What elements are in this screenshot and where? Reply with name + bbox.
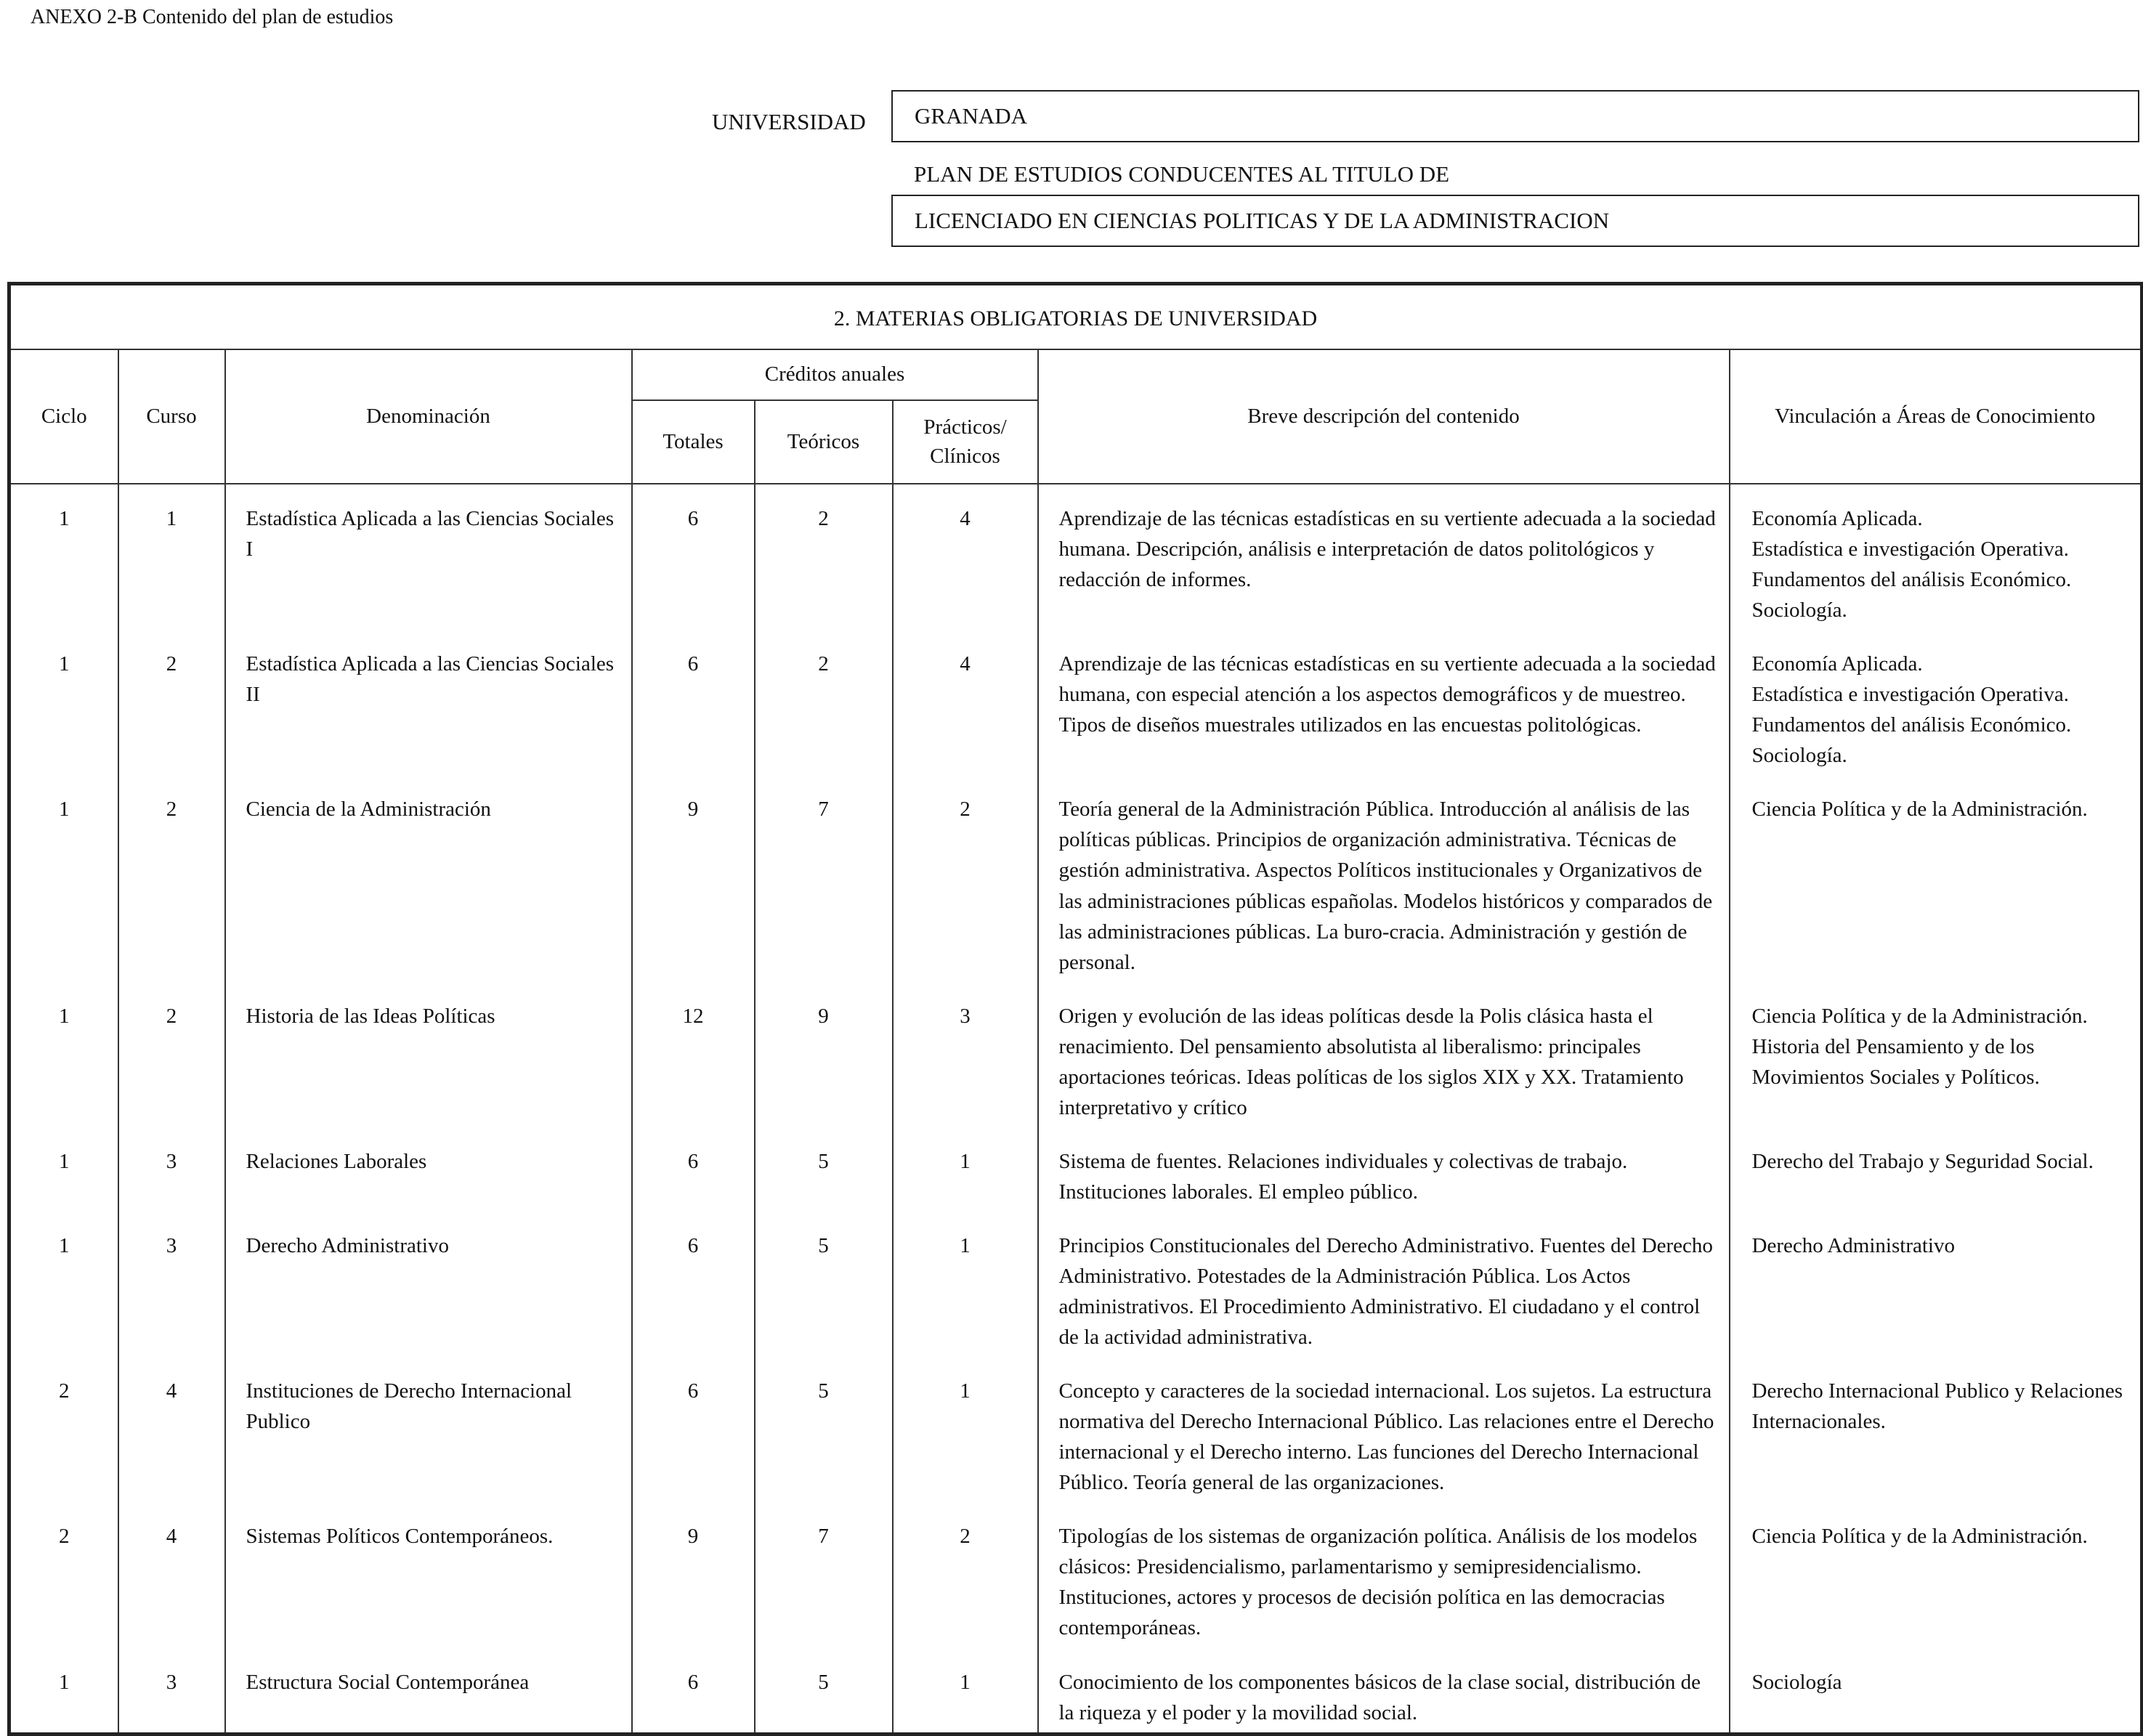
cell-ciclo: 2 (9, 1502, 118, 1647)
cell-ciclo: 1 (9, 1648, 118, 1735)
cell-descripcion: Conocimiento de los componentes básicos de la clase social, distribución de la riqueza y el poder y la movilidad social. (1038, 1648, 1730, 1735)
col-ciclo-header: Ciclo (9, 349, 118, 484)
cell-teoricos: 5 (755, 1127, 893, 1212)
table-row (9, 630, 2142, 775)
cell-denominacion: Ciencia de la Administración (225, 775, 632, 981)
cell-denominacion: Historia de las Ideas Políticas (225, 982, 632, 1127)
university-value: GRANADA (915, 103, 1027, 129)
cell-teoricos: 5 (755, 1357, 893, 1502)
cell-denominacion: Relaciones Laborales (225, 1127, 632, 1212)
cell-vinculacion: Derecho Internacional Publico y Relaciones Internacionales. (1730, 1357, 2142, 1502)
cell-curso: 3 (118, 1648, 225, 1735)
cell-descripcion: Concepto y caracteres de la sociedad internacional. Los sujetos. La estructura normativa del Derecho Internacional Público. Las relaciones entre el Derecho internacional y el Derecho interno. Las funciones del Derecho Internacional Público. Teoría general de las organizaciones. (1038, 1357, 1730, 1502)
cell-ciclo: 2 (9, 1357, 118, 1502)
plan-label: PLAN DE ESTUDIOS CONDUCENTES AL TITULO DE (914, 161, 1450, 187)
cell-teoricos: 5 (755, 1648, 893, 1735)
cell-practicos: 1 (893, 1127, 1038, 1212)
cell-practicos: 1 (893, 1357, 1038, 1502)
cell-practicos: 1 (893, 1648, 1038, 1735)
col-denominacion-header: Denominación (225, 349, 632, 484)
cell-ciclo: 1 (9, 982, 118, 1127)
col-curso-header: Curso (118, 349, 225, 484)
cell-teoricos: 7 (755, 775, 893, 981)
cell-totales: 6 (632, 484, 755, 630)
cell-ciclo: 1 (9, 775, 118, 981)
cell-practicos: 2 (893, 775, 1038, 981)
cell-teoricos: 7 (755, 1502, 893, 1647)
cell-totales: 6 (632, 1127, 755, 1212)
col-teoricos-header: Teóricos (755, 400, 893, 484)
cell-descripcion: Teoría general de la Administración Pública. Introducción al análisis de las políticas públicas. Principios de organización administrativa. Técnicas de gestión administrativa. Aspectos Políticos institucionales y Organizativos de las administraciones públicas españolas. Modelos históricos y comparados de las administraciones públicas. La buro-cracia. Administración y gestión de personal. (1038, 775, 1730, 981)
table-row (9, 1212, 2142, 1357)
cell-teoricos: 5 (755, 1212, 893, 1357)
cell-ciclo: 1 (9, 630, 118, 775)
table-row (9, 775, 2142, 981)
cell-denominacion: Estructura Social Contemporánea (225, 1648, 632, 1735)
annex-title: ANEXO 2-B Contenido del plan de estudios (31, 6, 394, 28)
cell-practicos: 4 (893, 630, 1038, 775)
col-totales-header: Totales (632, 400, 755, 484)
cell-descripcion: Sistema de fuentes. Relaciones individuales y colectivas de trabajo. Instituciones laborales. El empleo público. (1038, 1127, 1730, 1212)
col-vinculacion-header: Vinculación a Áreas de Conocimiento (1730, 349, 2142, 484)
cell-vinculacion: Derecho del Trabajo y Seguridad Social. (1730, 1127, 2142, 1212)
cell-totales: 6 (632, 1357, 755, 1502)
table-row (9, 982, 2142, 1127)
col-descripcion-header: Breve descripción del contenido (1038, 349, 1730, 484)
degree-value: LICENCIADO EN CIENCIAS POLITICAS Y DE LA ADMINISTRACION (915, 208, 1610, 233)
degree-box (891, 195, 2139, 247)
cell-curso: 1 (118, 484, 225, 630)
subjects-table (7, 282, 2143, 1736)
table-row (9, 1357, 2142, 1502)
cell-vinculacion: Sociología (1730, 1648, 2142, 1735)
table-row (9, 1648, 2142, 1735)
cell-vinculacion: Ciencia Política y de la Administración. (1730, 775, 2142, 981)
cell-curso: 4 (118, 1357, 225, 1502)
cell-teoricos: 2 (755, 484, 893, 630)
cell-totales: 9 (632, 775, 755, 981)
cell-ciclo: 1 (9, 1127, 118, 1212)
cell-totales: 6 (632, 1212, 755, 1357)
table-row (9, 1502, 2142, 1647)
cell-descripcion: Origen y evolución de las ideas políticas desde la Polis clásica hasta el renacimiento. Del pensamiento absolutista al liberalismo: principales aportaciones teóricas. Ideas políticas de los siglos XIX y XX. Tratamiento interpretativo y crítico (1038, 982, 1730, 1127)
cell-curso: 3 (118, 1127, 225, 1212)
cell-denominacion: Derecho Administrativo (225, 1212, 632, 1357)
cell-practicos: 3 (893, 982, 1038, 1127)
cell-practicos: 4 (893, 484, 1038, 630)
cell-denominacion: Estadística Aplicada a las Ciencias Sociales I (225, 484, 632, 630)
cell-totales: 6 (632, 630, 755, 775)
cell-ciclo: 1 (9, 1212, 118, 1357)
cell-teoricos: 9 (755, 982, 893, 1127)
cell-vinculacion: Ciencia Política y de la Administración. Historia del Pensamiento y de los Movimientos Sociales y Políticos. (1730, 982, 2142, 1127)
cell-curso: 2 (118, 630, 225, 775)
cell-practicos: 2 (893, 1502, 1038, 1647)
col-practicos-header: Prácticos/ Clínicos (893, 400, 1038, 484)
cell-totales: 6 (632, 1648, 755, 1735)
col-creditos-header: Créditos anuales (632, 349, 1038, 400)
cell-denominacion: Estadística Aplicada a las Ciencias Sociales II (225, 630, 632, 775)
section-title: 2. MATERIAS OBLIGATORIAS DE UNIVERSIDAD (9, 284, 2142, 350)
cell-curso: 4 (118, 1502, 225, 1647)
cell-teoricos: 2 (755, 630, 893, 775)
table-row (9, 1127, 2142, 1212)
cell-curso: 2 (118, 982, 225, 1127)
cell-descripcion: Principios Constitucionales del Derecho Administrativo. Fuentes del Derecho Administrativo. Potestades de la Administración Pública. Los Actos administrativos. El Procedimiento Administrativo. El ciudadano y el control de la actividad administrativa. (1038, 1212, 1730, 1357)
cell-descripcion: Aprendizaje de las técnicas estadísticas en su vertiente adecuada a la sociedad humana, con especial atención a los aspectos demográficos y de muestreo. Tipos de diseños muestrales utilizados en las encuestas politológicas. (1038, 630, 1730, 775)
table-body (9, 484, 2142, 1734)
table-row (9, 484, 2142, 630)
university-box (891, 90, 2139, 142)
cell-curso: 2 (118, 775, 225, 981)
cell-curso: 3 (118, 1212, 225, 1357)
cell-totales: 12 (632, 982, 755, 1127)
cell-ciclo: 1 (9, 484, 118, 630)
university-label: UNIVERSIDAD (712, 109, 866, 134)
cell-vinculacion: Ciencia Política y de la Administración. (1730, 1502, 2142, 1647)
cell-vinculacion: Economía Aplicada. Estadística e investigación Operativa. Fundamentos del análisis Económico. Sociología. (1730, 630, 2142, 775)
cell-totales: 9 (632, 1502, 755, 1647)
cell-vinculacion: Derecho Administrativo (1730, 1212, 2142, 1357)
cell-denominacion: Sistemas Políticos Contemporáneos. (225, 1502, 632, 1647)
cell-descripcion: Tipologías de los sistemas de organización política. Análisis de los modelos clásicos: Presidencialismo, parlamentarismo y semipresidencialismo. Instituciones, actores y procesos de decisión política en las democracias contemporáneas. (1038, 1502, 1730, 1647)
cell-practicos: 1 (893, 1212, 1038, 1357)
cell-denominacion: Instituciones de Derecho Internacional Publico (225, 1357, 632, 1502)
cell-descripcion: Aprendizaje de las técnicas estadísticas en su vertiente adecuada a la sociedad humana. Descripción, análisis e interpretación de datos politológicos y redacción de informes. (1038, 484, 1730, 630)
cell-vinculacion: Economía Aplicada. Estadística e investigación Operativa. Fundamentos del análisis Económico. Sociología. (1730, 484, 2142, 630)
